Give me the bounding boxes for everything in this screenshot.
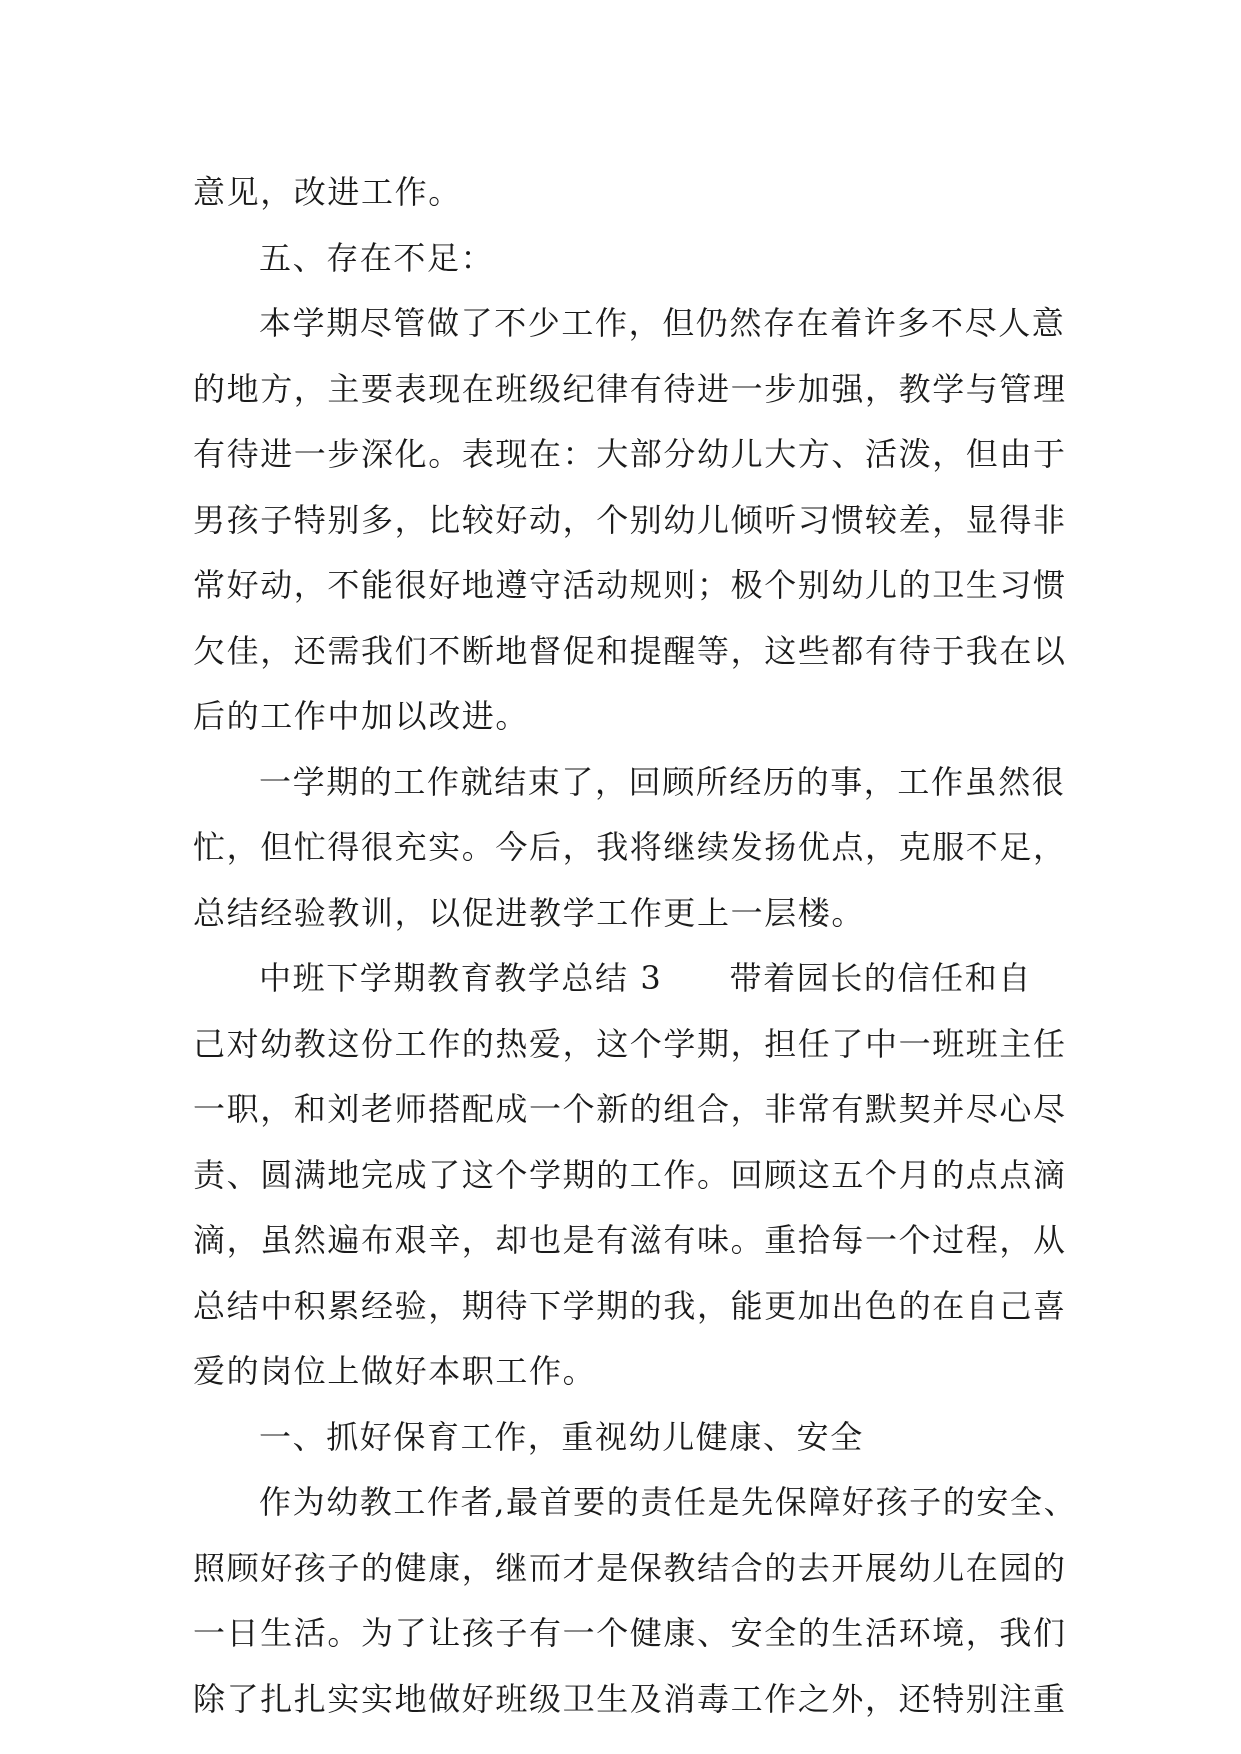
text-line: 忙，但忙得很充实。今后，我将继续发扬优点，克服不足， [193,828,1067,866]
text-line: 责、圆满地完成了这个学期的工作。回顾这五个月的点点滴 [193,1155,1067,1194]
text-line: 一职，和刘老师搭配成一个新的组合，非常有默契并尽心尽 [193,1090,1067,1128]
text-line: 意见，改进工作。 [193,173,462,211]
text-line: 爱的岗位上做好本职工作。 [193,1352,597,1390]
text-line: 一学期的工作就结束了，回顾所经历的事，工作虽然很 [259,762,1066,801]
text-line: 的地方，主要表现在班级纪律有待进一步加强，教学与管理 [193,369,1067,408]
text-line: 一、抓好保育工作，重视幼儿健康、安全 [259,1417,864,1456]
document-body [193,160,1078,1732]
text-line: 男孩子特别多，比较好动，个别幼儿倾听习惯较差，显得非 [193,500,1067,539]
text-line: 中班下学期教育教学总结 3 带着园长的信任和自 [259,959,1032,997]
text-line: 五、存在不足： [259,238,495,277]
text-line: 滴，虽然遍布艰辛，却也是有滋有味。重拾每一个过程，从 [193,1221,1067,1259]
text-line: 后的工作中加以改进。 [193,697,530,735]
text-line: 总结经验教训，以促进教学工作更上一层楼。 [193,893,866,932]
text-line: 一日生活。为了让孩子有一个健康、安全的生活环境，我们 [193,1614,1067,1652]
text-line: 己对幼教这份工作的热爱，这个学期，担任了中一班班主任 [193,1024,1067,1063]
text-line: 作为幼教工作者,最首要的责任是先保障好孩子的安全、 [259,1483,1078,1521]
text-line: 有待进一步深化。表现在：大部分幼儿大方、活泼，但由于 [193,435,1067,473]
text-line: 除了扎扎实实地做好班级卫生及消毒工作之外，还特别注重 [193,1679,1067,1718]
text-line: 本学期尽管做了不少工作，但仍然存在着许多不尽人意 [259,304,1066,342]
text-line: 照顾好孩子的健康，继而才是保教结合的去开展幼儿在园的 [193,1548,1067,1587]
text-line: 欠佳，还需我们不断地督促和提醒等，这些都有待于我在以 [193,631,1067,670]
text-line: 总结中积累经验，期待下学期的我，能更加出色的在自己喜 [193,1286,1067,1325]
text-line: 常好动，不能很好地遵守活动规则；极个别幼儿的卫生习惯 [193,566,1067,604]
